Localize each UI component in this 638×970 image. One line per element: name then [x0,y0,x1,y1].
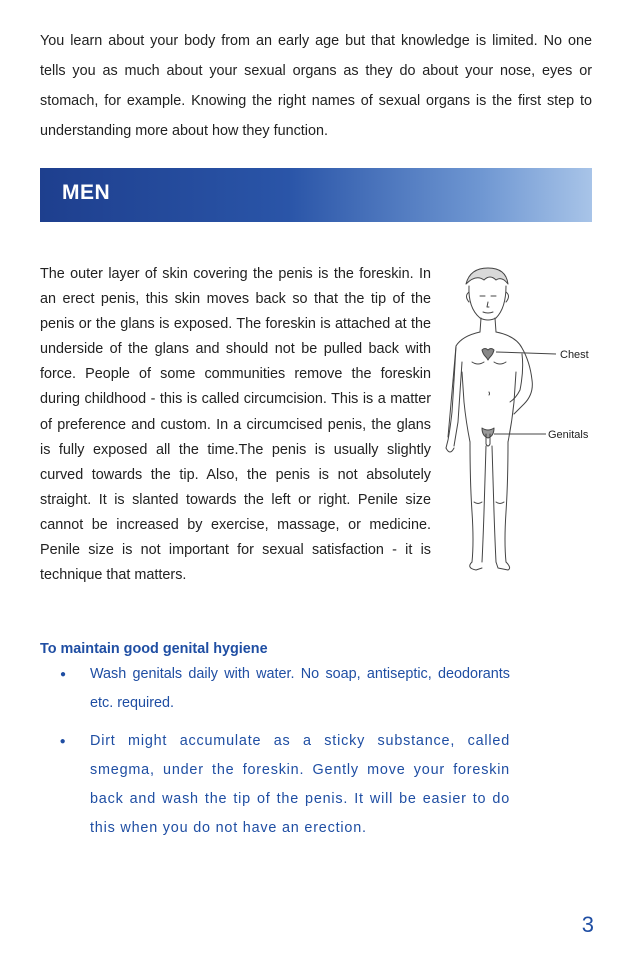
list-item-text: Dirt might accumulate as a sticky substance, called smegma, under the foreskin. Gently move your foreskin back and wash the tip of the penis. It will be easier to do this when you do not have an erection. [90,733,510,836]
section-title: MEN [62,181,111,204]
male-figure-svg [436,262,634,582]
bullet-icon: ● [59,736,67,747]
men-body-paragraph: The outer layer of skin covering the penis is the foreskin. In an erect penis, this skin moves back so that the tip of the penis or the glans is exposed. The foreskin is attached at the underside of the glans and should not be pulled back with force. People of some communities remove the foreskin during childhood - this is called circumcision. This is a matter of preference and custom. In a circumcised penis, the glans is fully exposed all the time.The penis is usually slightly curved towards the tip. Also, the penis is not absolutely straight. It is slanted towards the left or right. Penile size cannot be increased by exercise, massage, or medicine. Penile size is not important for sexual satisfaction - it is technique that matters. [40,266,431,584]
list-item-text: Wash genitals daily with water. No soap, antiseptic, deodorants etc. required. [90,666,510,711]
chest-leader-line [496,352,556,354]
bullet-icon: ● [59,669,67,680]
male-body-illustration [436,262,634,582]
figure-hair [466,268,508,284]
hygiene-list [59,660,510,852]
list-item [59,727,510,843]
chest-label: Chest [560,349,589,361]
figure-genitals [482,428,494,438]
section-banner [40,168,592,222]
figure-legs [470,442,508,562]
genitals-label: Genitals [548,429,589,441]
list-item [59,660,510,718]
figure-chest-hair [482,349,494,361]
hygiene-heading: To maintain good genital hygiene [40,641,268,657]
intro-paragraph: You learn about your body from an early age but that knowledge is limited. No one tells you as much about your sexual organs as they do about your nose, eyes or stomach, for example. Knowing the right names of sexual organs is the first step to understanding more about how they function. [40,33,592,139]
page-number: 3 [581,912,594,937]
